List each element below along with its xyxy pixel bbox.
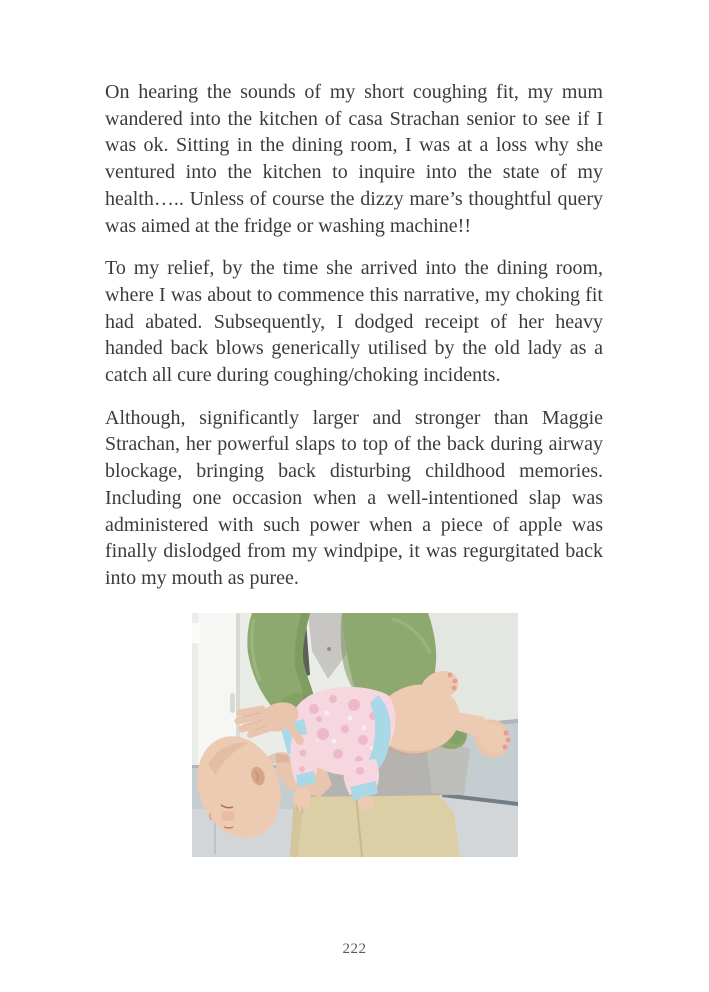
- shirt-button: [327, 647, 331, 651]
- paragraph-2: To my relief, by the time she arrived into the dining room, where I was about to commence this narrative, my choking fit had abated. Subsequently, I dodged receipt of her heavy handed back blows generically utilised by the old lady as a catch all cure during coughing/choking incidents.: [105, 257, 603, 387]
- page-number: 222: [342, 941, 367, 957]
- baby-cheek: [221, 811, 235, 821]
- infant-first-aid-photo: [192, 613, 518, 857]
- body-text: [105, 79, 603, 608]
- infant-first-aid-illustration: [192, 613, 518, 857]
- paragraph-3: Although, significantly larger and stronger than Maggie Strachan, her powerful slaps to top of the back during airway blockage, bringing back disturbing childhood memories. Including one occasion when a well-intentioned slap was administered with such power when a piece of apple was finally dislodged from my windpipe, it was regurgitated back into my mouth as puree.: [105, 406, 603, 589]
- paragraph-1: On hearing the sounds of my short coughing fit, my mum wandered into the kitchen of casa Strachan senior to see if I was ok. Sitting in the dining room, I was at a loss why she ventured into the kitchen to inquire into the state of my health….. Unless of course the dizzy mare’s thoughtful query was aimed at the fridge or washing machine!!: [105, 81, 603, 237]
